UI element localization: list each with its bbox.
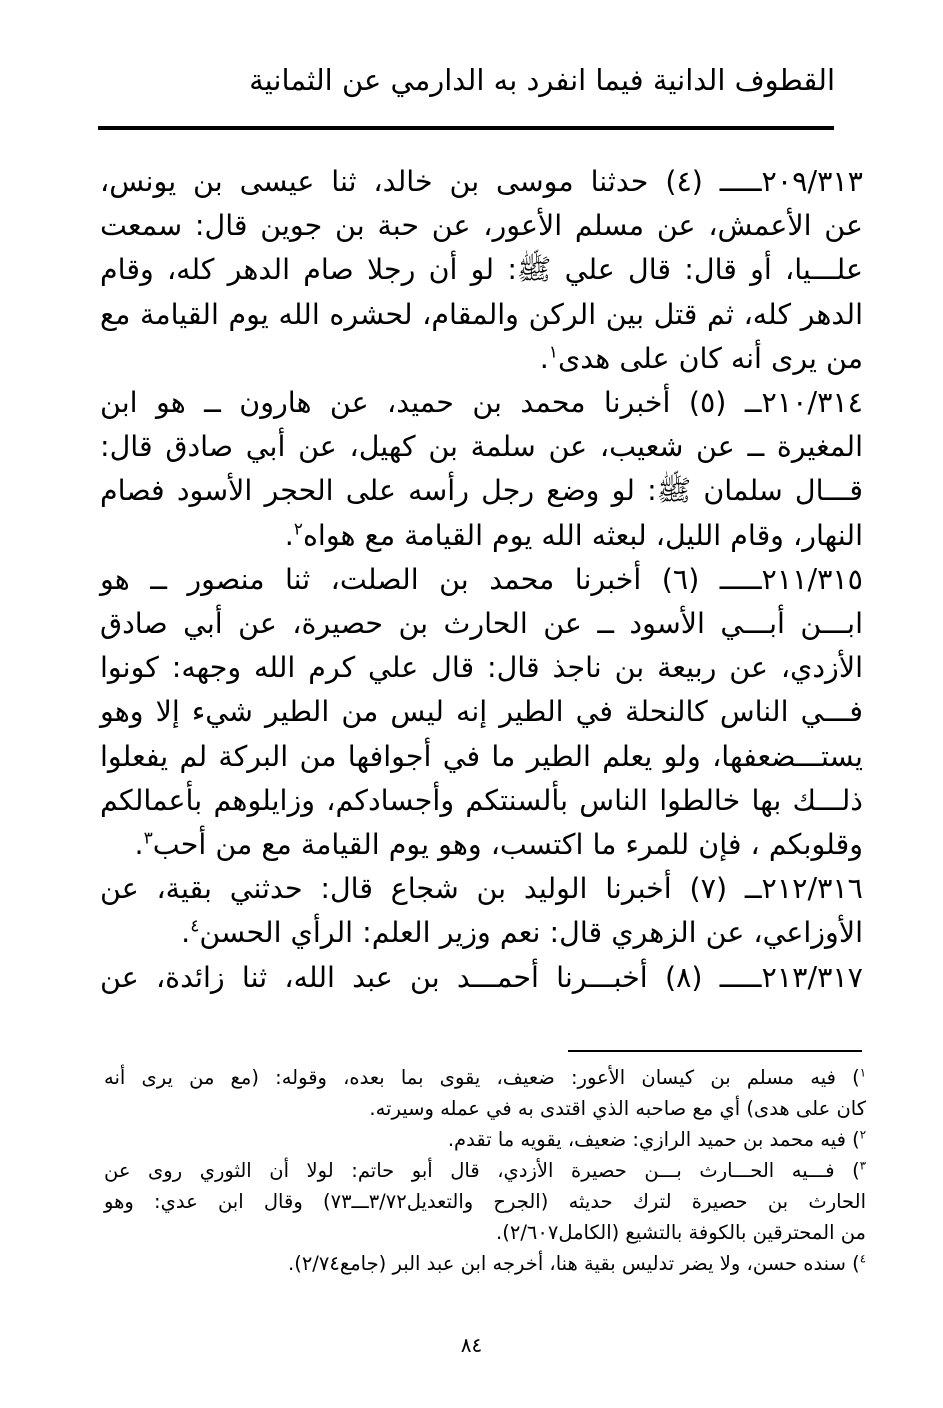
- header-rule: [98, 126, 834, 130]
- footnote: [104, 1062, 866, 1124]
- sentence-end: .: [181, 916, 191, 950]
- footnote-text: ) سنده حسن، ولا يضر تدليس بقية هنا، أخرجه ابن عبد البر (جامع٢/٧٤).: [288, 1252, 860, 1275]
- text-line: عن الأعمش، عن مسلم الأعور، عن حبة بن جوين قال: سمعت: [100, 209, 863, 243]
- text-line: الدهر كله، ثم قتل بين الركن والمقام، لحشره الله يوم القيامة مع: [100, 297, 863, 331]
- footnote-marker: ٤: [190, 916, 200, 937]
- footnote-line: [104, 1062, 866, 1093]
- text-line: ابـــن أبـــي الأسود ــ عن الحارث بن حصيرة، عن أبي صادق: [100, 607, 863, 641]
- text-line: ذلـــك بها خالطوا الناس بألسنتكم وأجسادكم، وزايلوهم بأعمالكم: [100, 783, 863, 817]
- hadith-paragraph: [100, 867, 863, 955]
- footnote-marker: ٣: [143, 828, 153, 849]
- footnote-line: كان على هدى) أي مع صاحبه الذي اقتدى به في عمله وسيرته.: [369, 1097, 866, 1120]
- text-line: ٢١٣/٣١٧ـــــ (٨) أخبـــرنا أحمـــد بن عبد الله، ثنا زائدة، عن: [100, 960, 863, 994]
- footnote-text: ) فيه محمد بن حميد الرازي: ضعيف، يقويه ما تقدم.: [447, 1128, 860, 1151]
- text-line: يستـــضعفها، ولو يعلم الطير ما في أجوافها من البركة لم يفعلوا: [100, 739, 863, 773]
- text-line: علـــيا، أو قال: قال علي ﷺ: لو أن رجلا صام الدهر كله، وقام: [100, 253, 863, 287]
- footnote-line: من المحترقين بالكوفة بالتشيع (الكامل٢/٦٠٧).: [496, 1221, 866, 1244]
- hadith-paragraph: [100, 381, 863, 558]
- sentence-end: .: [284, 518, 294, 552]
- footnote-line: الحارث بن حصيرة لترك حديثه (الجرح والتعديل٣/٧٢ـــ٧٣) وقال ابن عدي: وهو: [104, 1190, 867, 1213]
- text-line: ٢١١/٣١٥ـــــ (٦) أخبرنا محمد بن الصلت، ثنا منصور ــ هو: [100, 562, 863, 596]
- footnote-text: ) فيه مسلم بن كيسان الأعور: ضعيف، يقوى بما بعده، وقوله: (مع من يرى أنه: [104, 1066, 860, 1089]
- text-fragment: النهار، وقام الليل، لبعثه الله يوم القيامة مع هواه: [302, 518, 863, 552]
- running-header: القطوف الدانية فيما انفرد به الدارمي عن الثمانية: [249, 63, 835, 97]
- text-line: ٢١٠/٣١٤ــ (٥) أخبرنا محمد بن حميد، عن هارون ــ هو ابن: [100, 386, 863, 420]
- text-line: ٢١٢/٣١٦ــ (٧) أخبرنا الوليد بن شجاع قال: حدثني بقية، عن: [100, 872, 863, 906]
- footnote-text: ) فـــيه الحـــارث بـــن حصيرة الأزدي، قال أبو حاتم: لولا أن الثوري روى عن: [104, 1159, 860, 1182]
- text-fragment: وقلوبكم ، فإن للمرء ما اكتسب، وهو يوم القيامة مع من أحب: [152, 828, 863, 862]
- footnote: [104, 1124, 866, 1155]
- text-line: المغيرة ــ عن شعيب، عن سلمة بن كهيل، عن أبي صادق قال:: [100, 430, 863, 464]
- text-line: ٢٠٩/٣١٣ـــــ (٤) حدثنا موسى بن خالد، ثنا عيسى بن يونس،: [100, 165, 863, 198]
- hadith-paragraph: [100, 160, 863, 381]
- hadith-paragraph: [100, 558, 863, 867]
- footnote-marker: ١: [548, 342, 558, 363]
- page-number: ٨٤: [460, 1333, 483, 1357]
- footnotes: [104, 1062, 866, 1279]
- text-fragment: الأوزاعي، عن الزهري قال: نعم وزير العلم: الرأي الحسن: [199, 916, 863, 950]
- text-fragment: من يرى أنه كان على هدى: [557, 341, 863, 375]
- text-line: فـــي الناس كالنحلة في الطير إنه ليس من الطير شيء إلا وهو: [100, 695, 863, 729]
- sentence-end: .: [134, 828, 144, 862]
- footnote-number: ٢: [859, 1127, 866, 1142]
- footnote-number: ٤: [859, 1251, 866, 1266]
- footnote: [104, 1248, 866, 1279]
- footnote-number: ١: [859, 1065, 866, 1080]
- sentence-end: .: [539, 341, 549, 375]
- text-line: [100, 337, 863, 381]
- text-line: [100, 911, 863, 955]
- footnote-line: [104, 1124, 866, 1155]
- hadith-paragraph: [100, 956, 863, 1000]
- text-line: [100, 823, 863, 867]
- text-line: [100, 514, 863, 558]
- footnote-marker: ٢: [293, 519, 303, 540]
- footnote: [104, 1155, 866, 1248]
- text-line: قـــال سلمان ﷺ: لو وضع رجل رأسه على الحجر الأسود فصام: [100, 474, 863, 508]
- footnote-rule: [568, 1050, 862, 1052]
- footnote-line: [104, 1155, 866, 1186]
- text-line: الأزدي، عن ربيعة بن ناجذ قال: قال علي كرم الله وجهه: كونوا: [100, 651, 863, 685]
- footnote-line: [104, 1248, 866, 1279]
- footnote-number: ٣: [859, 1158, 866, 1173]
- body-text: [100, 160, 863, 1000]
